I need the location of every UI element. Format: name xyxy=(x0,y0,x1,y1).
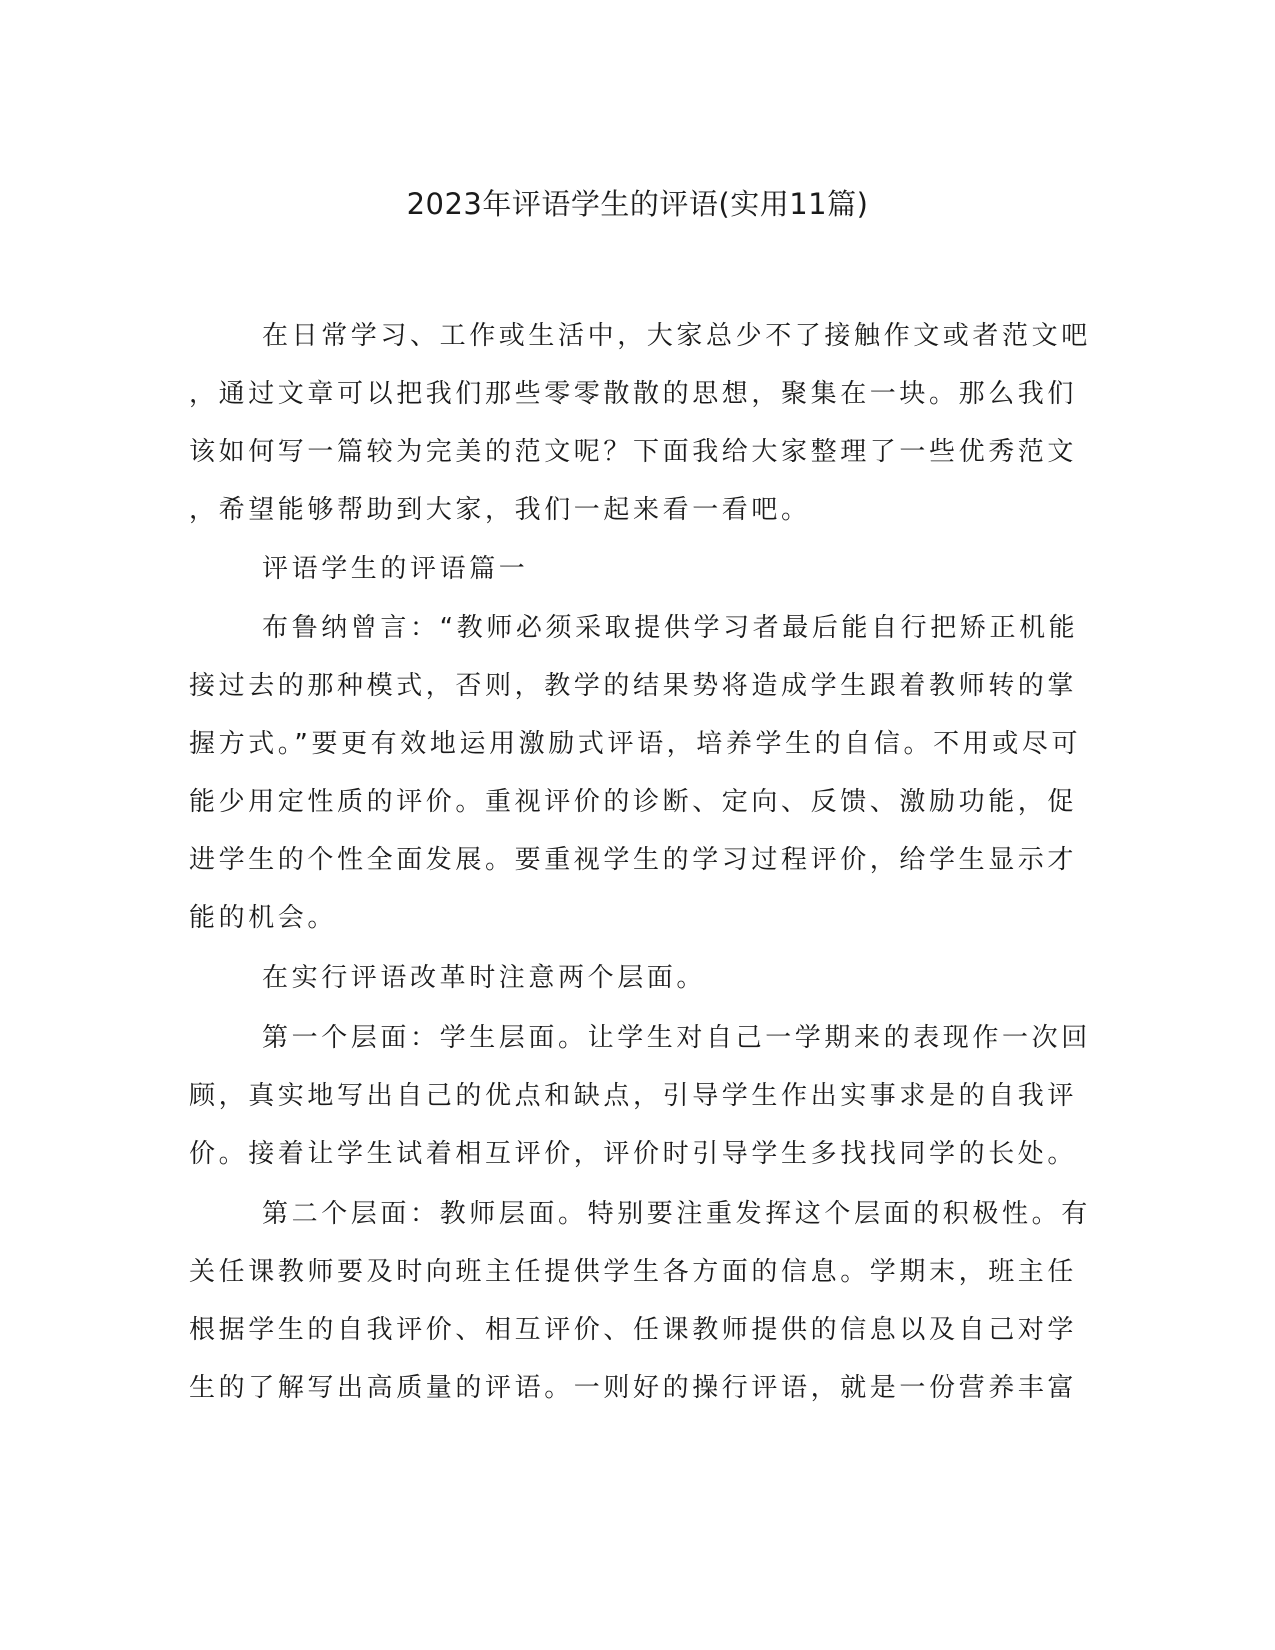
text-line: 握方式。”要更有效地运用激励式评语，培养学生的自信。不用或尽可 xyxy=(189,729,1082,759)
text-line: ，通过文章可以把我们那些零零散散的思想，聚集在一块。那么我们 xyxy=(189,379,1078,409)
text-line: 接过去的那种模式，否则，教学的结果势将造成学生跟着教师转的掌 xyxy=(189,671,1078,701)
document-title: 2023年评语学生的评语(实用11篇) xyxy=(406,187,869,221)
text-line: 进学生的个性全面发展。要重视学生的学习过程评价，给学生显示才 xyxy=(189,845,1078,875)
text-line: 该如何写一篇较为完美的范文呢？下面我给大家整理了一些优秀范文 xyxy=(189,437,1078,467)
text-line: 在实行评语改革时注意两个层面。 xyxy=(262,963,707,993)
text-line: 生的了解写出高质量的评语。一则好的操行评语，就是一份营养丰富 xyxy=(189,1373,1078,1403)
text-line: 能少用定性质的评价。重视评价的诊断、定向、反馈、激励功能，促 xyxy=(189,787,1078,817)
text-line: 能的机会。 xyxy=(189,903,338,933)
text-line: 根据学生的自我评价、相互评价、任课教师提供的信息以及自己对学 xyxy=(189,1315,1078,1345)
text-line: 顾，真实地写出自己的优点和缺点，引导学生作出实事求是的自我评 xyxy=(189,1081,1078,1111)
text-line: 关任课教师要及时向班主任提供学生各方面的信息。学期末，班主任 xyxy=(189,1257,1078,1287)
text-line: ，希望能够帮助到大家，我们一起来看一看吧。 xyxy=(189,495,811,525)
text-line: 在日常学习、工作或生活中，大家总少不了接触作文或者范文吧 xyxy=(262,321,1091,351)
text-line: 第二个层面：教师层面。特别要注重发挥这个层面的积极性。有 xyxy=(262,1199,1091,1229)
section-heading: 评语学生的评语篇一 xyxy=(262,554,529,584)
text-line: 价。接着让学生试着相互评价，评价时引导学生多找找同学的长处。 xyxy=(189,1139,1078,1169)
text-line: 布鲁纳曾言：“教师必须采取提供学习者最后能自行把矫正机能 xyxy=(262,613,1079,643)
text-line: 第一个层面：学生层面。让学生对自己一学期来的表现作一次回 xyxy=(262,1023,1091,1053)
